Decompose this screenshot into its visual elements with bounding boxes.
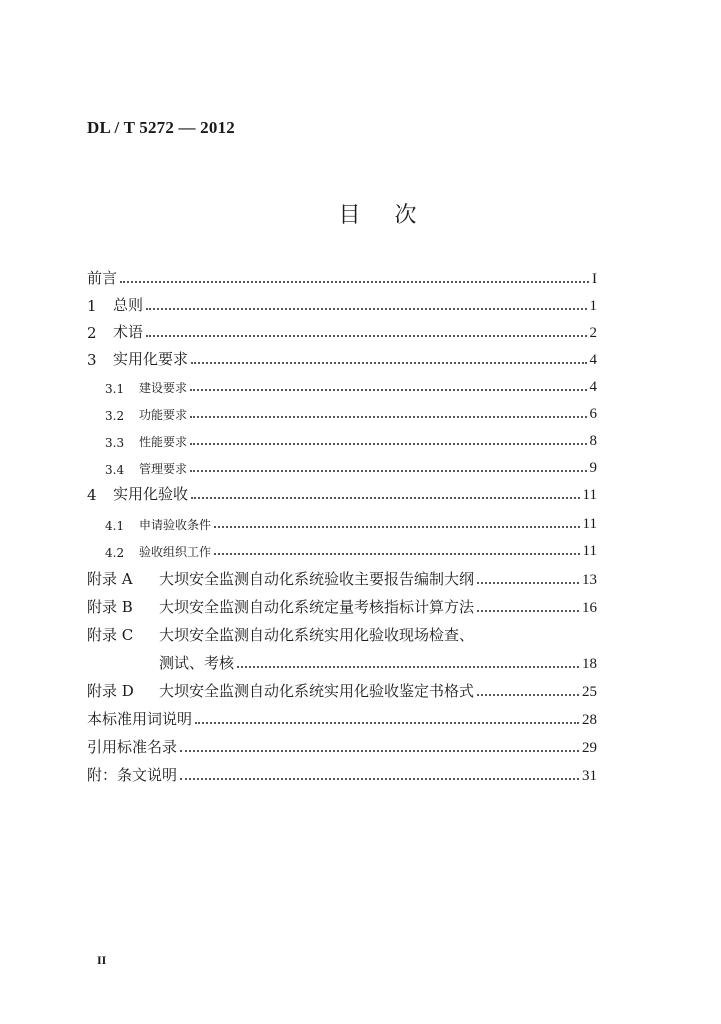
- toc-entry-label: 大坝安全监测自动化系统验收主要报告编制大纲: [159, 570, 475, 588]
- toc-entry-clause-explanation[interactable]: [87, 761, 597, 785]
- toc-entry-page: 13: [582, 572, 597, 588]
- toc-entry-label: 本标准用词说明: [87, 710, 193, 728]
- toc-entry-label: 管理要求: [139, 462, 188, 476]
- dot-leader: [190, 389, 586, 391]
- toc-title: 目次: [338, 203, 451, 228]
- toc-entry-label: 总则: [113, 296, 144, 314]
- toc-entry-label: 大坝安全监测自动化系统实用化验收鉴定书格式: [159, 682, 475, 700]
- toc-entry-4-1[interactable]: [87, 509, 597, 533]
- toc-entry-wording-explanation[interactable]: [87, 705, 597, 729]
- toc-entry-number: 4.2: [105, 546, 125, 560]
- toc-entry-page: 2: [589, 325, 597, 341]
- toc-entry-number: 2: [87, 324, 97, 342]
- toc-entry-label: 附：条文说明: [87, 766, 178, 784]
- toc-entry-page: 31: [582, 768, 597, 784]
- toc-entry-number: 附录 D: [87, 682, 134, 700]
- toc-entry-number: 3: [87, 351, 97, 369]
- toc-entry-page: 29: [582, 740, 597, 756]
- dot-leader: [120, 281, 589, 283]
- toc-entry-number: 3.3: [105, 436, 125, 450]
- toc-entry-number: 附录 C: [87, 626, 134, 644]
- toc-entry-label: 大坝安全监测自动化系统定量考核指标计算方法: [159, 598, 475, 616]
- dot-leader: [477, 582, 579, 584]
- dot-leader: [180, 778, 579, 780]
- toc-entry-page: 16: [582, 600, 597, 616]
- dot-leader: [214, 553, 580, 555]
- dot-leader: [180, 750, 579, 752]
- dot-leader: [477, 610, 579, 612]
- toc-entry-label: 功能要求: [139, 408, 188, 422]
- toc-entry-page: 28: [582, 712, 597, 728]
- toc-entry-label: 建设要求: [139, 381, 188, 395]
- dot-leader: [214, 526, 580, 528]
- dot-leader: [190, 443, 586, 445]
- page-number: II: [97, 953, 107, 967]
- toc-entry-number: 3.1: [105, 382, 125, 396]
- standard-code: DL / T 5272 — 2012: [87, 118, 235, 137]
- toc-entry-3-2[interactable]: [87, 399, 597, 423]
- toc-entry-label-continued: 测试、考核: [159, 654, 235, 672]
- dot-leader: [190, 416, 586, 418]
- dot-leader: [195, 722, 579, 724]
- toc-entry-label: 术语: [113, 323, 144, 341]
- dot-leader: [190, 470, 586, 472]
- toc-entry-number: 3.2: [105, 409, 125, 423]
- toc-entry-number: 3.4: [105, 463, 125, 477]
- toc-entry-4[interactable]: [87, 480, 597, 504]
- toc-entry-appendix-c[interactable]: [87, 621, 597, 645]
- toc-entry-page: 4: [589, 379, 597, 395]
- toc-entry-page: 1: [589, 298, 597, 314]
- toc-entry-appendix-b[interactable]: [87, 593, 597, 617]
- toc-entry-3-4[interactable]: [87, 453, 597, 477]
- toc-entry-page: 6: [589, 406, 597, 422]
- toc-entry-page: 9: [589, 460, 597, 476]
- toc-entry-page: 4: [589, 352, 597, 368]
- toc-entry-2[interactable]: [87, 318, 597, 342]
- toc-entry-normative-references[interactable]: [87, 733, 597, 757]
- dot-leader: [146, 308, 586, 310]
- toc-entry-3-1[interactable]: [87, 372, 597, 396]
- toc-entry-number: 4.1: [105, 519, 125, 533]
- toc-entry-4-2[interactable]: [87, 536, 597, 560]
- toc-entry-label: 前言: [87, 269, 118, 287]
- toc-entry-page: 11: [582, 516, 597, 532]
- toc-entry-appendix-d[interactable]: [87, 677, 597, 701]
- toc-entry-label: 申请验收条件: [139, 518, 212, 532]
- toc-entry-page: 18: [582, 656, 597, 672]
- toc-entry-label: 引用标准名录: [87, 738, 178, 756]
- toc-entry-number: 附录 B: [87, 598, 133, 616]
- toc-entry-label: 大坝安全监测自动化系统实用化验收现场检查、: [159, 626, 475, 644]
- toc-entry-3-3[interactable]: [87, 426, 597, 450]
- toc-entry-foreword[interactable]: [87, 264, 597, 288]
- dot-leader: [237, 666, 579, 668]
- toc-entry-label: 实用化要求: [113, 350, 189, 368]
- dot-leader: [477, 694, 579, 696]
- toc-entry-label: 性能要求: [139, 435, 188, 449]
- toc-entry-page: 25: [582, 684, 597, 700]
- dot-leader: [146, 335, 586, 337]
- toc-entry-number: 4: [87, 486, 97, 504]
- toc-entry-page: I: [592, 271, 597, 287]
- dot-leader: [191, 362, 586, 364]
- toc-entry-page: 11: [582, 487, 597, 503]
- toc-entry-page: 11: [582, 543, 597, 559]
- toc-entry-label: 验收组织工作: [139, 545, 212, 559]
- toc-entry-1[interactable]: [87, 291, 597, 315]
- dot-leader: [191, 497, 580, 499]
- toc-entry-appendix-c-continued[interactable]: [159, 649, 597, 673]
- toc-entry-page: 8: [589, 433, 597, 449]
- toc-entry-appendix-a[interactable]: [87, 565, 597, 589]
- toc-entry-label: 实用化验收: [113, 485, 189, 503]
- toc-entry-number: 1: [87, 297, 97, 315]
- toc-entry-number: 附录 A: [87, 570, 133, 588]
- toc-entry-3[interactable]: [87, 345, 597, 369]
